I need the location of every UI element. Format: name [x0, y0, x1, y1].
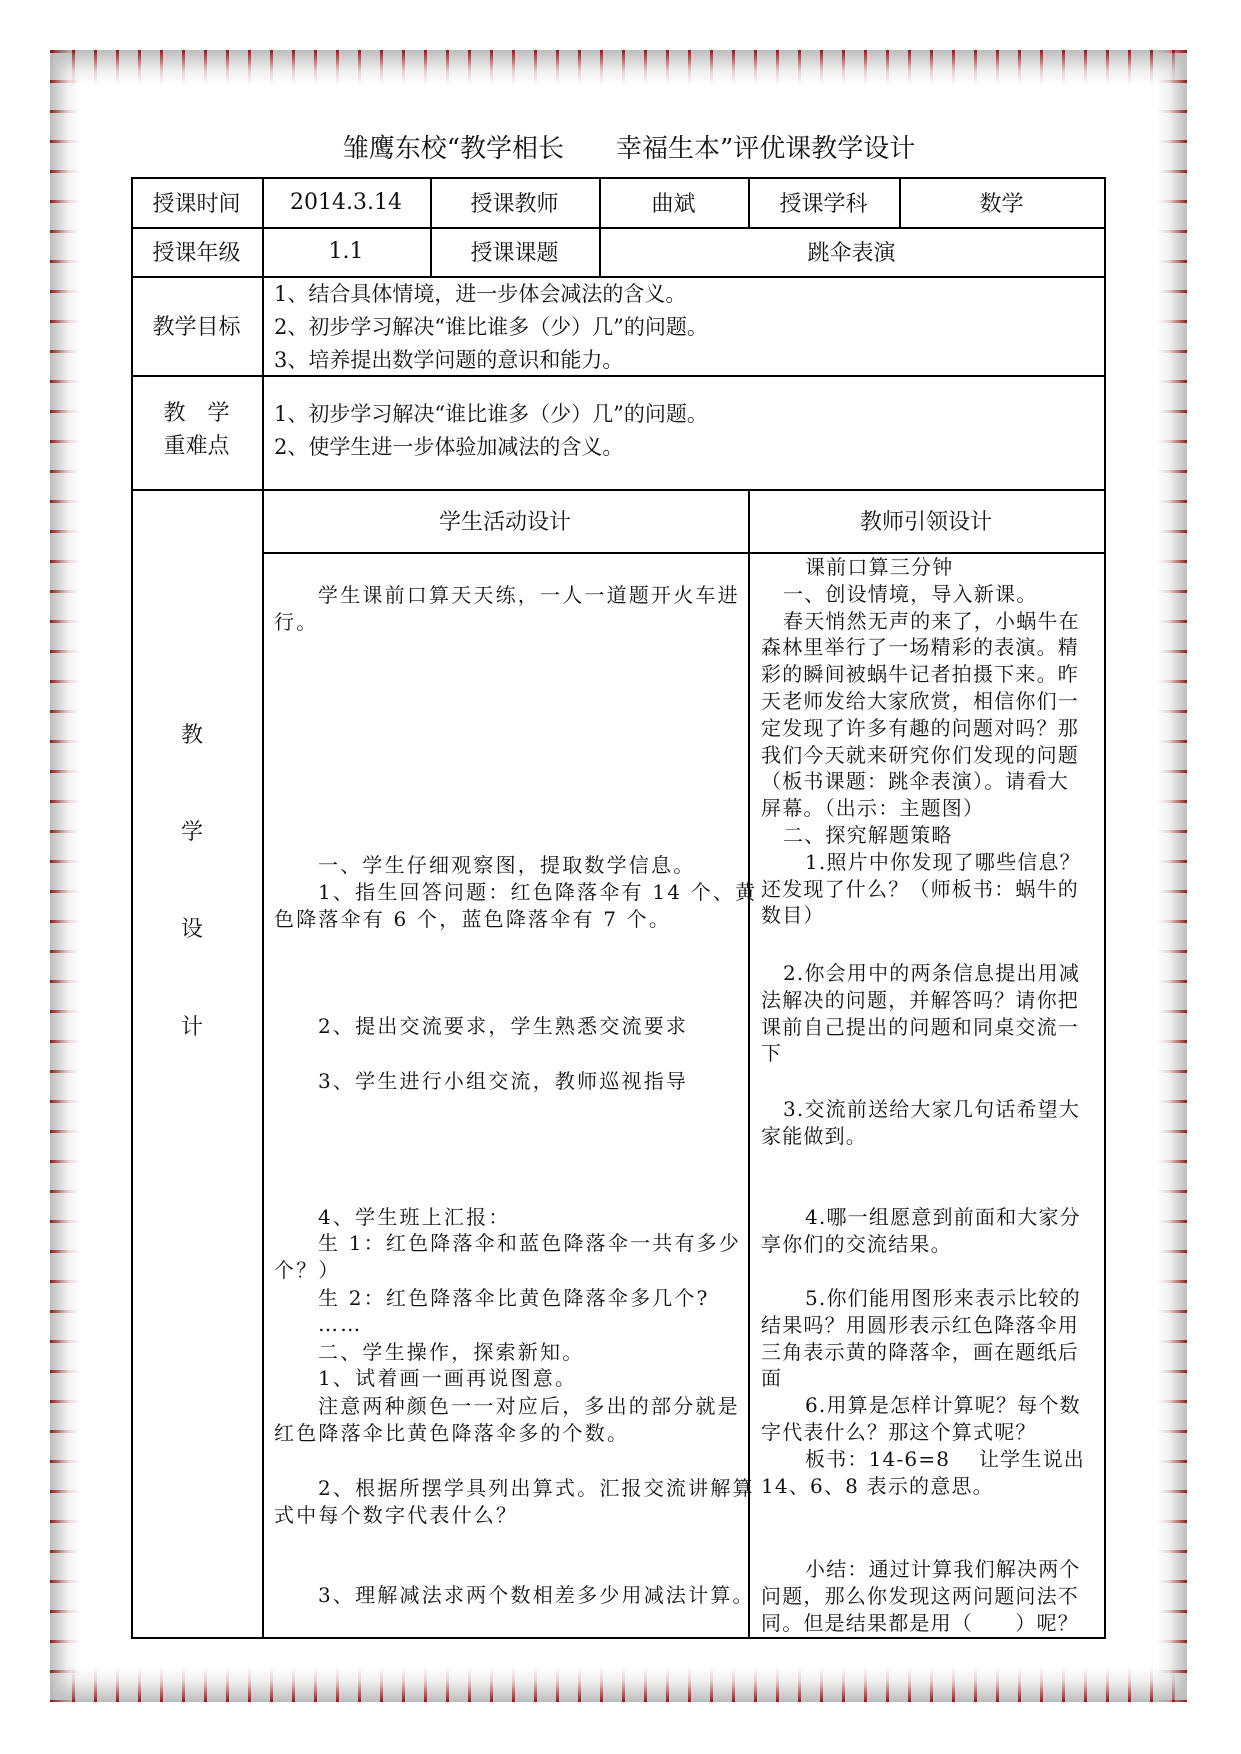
border-bottom [50, 1666, 1187, 1702]
text-line: 森林里举行了一场精彩的表演。精 [761, 635, 1079, 660]
text-line: 3、理解减法求两个数相差多少用减法计算。 [318, 1583, 755, 1607]
text-line: 2、根据所摆学具列出算式。汇报交流讲解算 [318, 1476, 755, 1500]
text-line: 生 1：红色降落伞和蓝色降落伞一共有多少 [318, 1231, 742, 1255]
paragraph [761, 1204, 1081, 1258]
label-key-points-line1: 教 学 [163, 401, 230, 426]
paragraph [761, 960, 1080, 1067]
text-line: 板书：14-6=8 让学生说出 [805, 1446, 1085, 1471]
paragraph [761, 822, 953, 849]
paragraph [761, 1556, 1081, 1636]
text-line: 学生课前口算天天练，一人一道题开火车进 [318, 583, 740, 607]
text-line: 字代表什么？那这个算式呢？ [761, 1419, 1037, 1444]
text-line: 14、6、8 表示的意思。 [761, 1473, 994, 1498]
paragraph [274, 1393, 740, 1447]
text-line: 问题，那么你发现这两问题问法不 [761, 1583, 1079, 1608]
text-line: 课前自己提出的问题和同桌交流一 [761, 1014, 1079, 1039]
text-line: 4、学生班上汇报： [318, 1205, 511, 1229]
goals-list [274, 278, 708, 377]
value-teacher: 曲斌 [651, 191, 696, 217]
paragraph [274, 1311, 362, 1338]
rule [131, 1637, 1106, 1639]
rule [748, 489, 750, 1638]
label-time: 授课时间 [152, 191, 241, 217]
text-line: （板书课题：跳伞表演）。请看大 [761, 769, 1069, 794]
paragraph [761, 1285, 1081, 1392]
label-teacher: 授课教师 [470, 191, 559, 217]
text-line: 生 2：红色降落伞比黄色降落伞多几个? [318, 1286, 710, 1310]
paragraph [761, 849, 1081, 929]
text-line: 春天悄然无声的来了，小蜗牛在 [783, 608, 1080, 633]
label-key-points [131, 375, 262, 489]
rule [262, 552, 1106, 554]
text-line: 3、学生进行小组交流，教师巡视指导 [318, 1069, 689, 1093]
paragraph [274, 1285, 710, 1312]
text-line: 结果吗？用圆形表示红色降落伞用 [761, 1312, 1079, 1337]
text-line: 1.照片中你发现了哪些信息？ [805, 849, 1081, 874]
text-line: 法解决的问题，并解答吗？请你把 [761, 987, 1079, 1012]
text-line: 4.哪一组愿意到前面和大家分 [805, 1205, 1081, 1229]
text-line: 天老师发给大家欣赏，相信你们一 [761, 688, 1079, 713]
text-line: 下 [761, 1041, 783, 1066]
paragraph [274, 1365, 577, 1392]
text-line: 一、学生仔细观察图，提取数学信息。 [318, 853, 696, 877]
text-line: 二、探究解题策略 [783, 823, 953, 847]
rule [262, 177, 264, 1638]
text-line: 家能做到。 [761, 1123, 867, 1148]
text-line: 色降落伞有 6 个，蓝色降落伞有 7 个。 [274, 906, 672, 931]
paragraph [274, 1582, 755, 1609]
text-line: 二、学生操作，探索新知。 [318, 1340, 585, 1364]
text-line: 红色降落伞比黄色降落伞多的个数。 [274, 1420, 630, 1445]
paragraph [274, 582, 740, 636]
paragraph [761, 1392, 1081, 1446]
goal-item: 2、初步学习解决“谁比谁多（少）几”的问题。 [274, 315, 708, 339]
text-line: 注意两种颜色一一对应后，多出的部分就是 [318, 1394, 740, 1418]
value-grade: 1.1 [328, 239, 364, 264]
header-student-activity: 学生活动设计 [438, 510, 571, 535]
design-label-char: 教 [180, 723, 203, 748]
text-line: 一、创设情境，导入新课。 [783, 581, 1038, 606]
paragraph [761, 608, 1080, 822]
text-line: 还发现了什么？（师板书：蜗牛的 [761, 876, 1079, 901]
paragraph [274, 1068, 688, 1095]
paragraph [761, 581, 1037, 608]
paragraph [274, 1475, 755, 1529]
text-line: 2.你会用中的两条信息提出用减 [783, 961, 1081, 985]
paragraph [274, 1013, 688, 1040]
goal-item: 1、结合具体情境，进一步体会减法的含义。 [274, 282, 687, 306]
design-label-char: 设 [180, 917, 203, 942]
label-subject: 授课学科 [779, 191, 868, 217]
text-line: 3.交流前送给大家几句话希望大 [783, 1097, 1081, 1121]
value-subject: 数学 [979, 191, 1024, 217]
text-line: 1、试着画一画再说图意。 [318, 1366, 578, 1390]
text-line: 同。但是结果都是用（ ）呢？ [761, 1610, 1079, 1635]
text-line: 三角表示黄的降落伞，画在题纸后 [761, 1339, 1079, 1364]
border-right [1157, 50, 1187, 1702]
goal-item: 3、培养提出数学问题的意识和能力。 [274, 348, 624, 372]
design-label-char: 学 [180, 820, 203, 845]
text-line: 1、指生回答问题：红色降落伞有 14 个、黄 [318, 880, 758, 904]
key-points-list [274, 398, 708, 464]
paragraph [274, 852, 695, 879]
label-goals: 教学目标 [152, 315, 241, 340]
label-grade: 授课年级 [152, 241, 241, 266]
value-time: 2014.3.14 [290, 189, 402, 215]
text-line: 行。 [274, 609, 319, 634]
key-point-item: 2、使学生进一步体验加减法的含义。 [274, 435, 624, 459]
text-line: 小结：通过计算我们解决两个 [805, 1557, 1081, 1581]
header-teacher-guidance: 教师引领设计 [859, 510, 992, 535]
text-line: 6.用算是怎样计算呢？每个数 [805, 1393, 1081, 1418]
border-top [50, 50, 1187, 86]
text-line: 数目） [761, 903, 825, 928]
paragraph [761, 554, 953, 581]
text-line: 式中每个数字代表什么？ [274, 1502, 519, 1527]
paragraph [761, 1096, 1080, 1150]
text-line: 屏幕。（出示：主题图） [761, 796, 985, 821]
text-line: 定发现了许多有趣的问题对吗？那 [761, 715, 1079, 740]
text-line: 面 [761, 1366, 783, 1391]
design-label-char: 计 [180, 1015, 203, 1040]
text-line: 2、提出交流要求，学生熟悉交流要求 [318, 1014, 689, 1038]
text-line: …… [318, 1312, 363, 1336]
label-topic: 授课课题 [470, 241, 559, 266]
paragraph [274, 1204, 511, 1231]
value-topic: 跳伞表演 [807, 241, 896, 266]
text-line: 彩的瞬间被蜗牛记者拍摄下来。昨 [761, 662, 1079, 687]
border-left [50, 50, 80, 1702]
paragraph [274, 1230, 741, 1284]
text-line: 享你们的交流结果。 [761, 1231, 952, 1256]
paragraph [274, 1339, 584, 1366]
rule [1104, 177, 1106, 1638]
text-line: 5.你们能用图形来表示比较的 [805, 1286, 1081, 1310]
key-point-item: 1、初步学习解决“谁比谁多（少）几”的问题。 [274, 402, 708, 426]
text-line: 我们今天就来研究你们发现的问题 [761, 742, 1079, 767]
paragraph [274, 879, 757, 933]
paragraph [761, 1446, 1085, 1500]
text-line: 课前口算三分钟 [805, 555, 954, 579]
label-key-points-line2: 重难点 [163, 434, 230, 459]
text-line: 个？） [274, 1257, 341, 1282]
document-title: 雏鹰东校“教学相长 幸福生本”评优课教学设计 [342, 134, 916, 164]
